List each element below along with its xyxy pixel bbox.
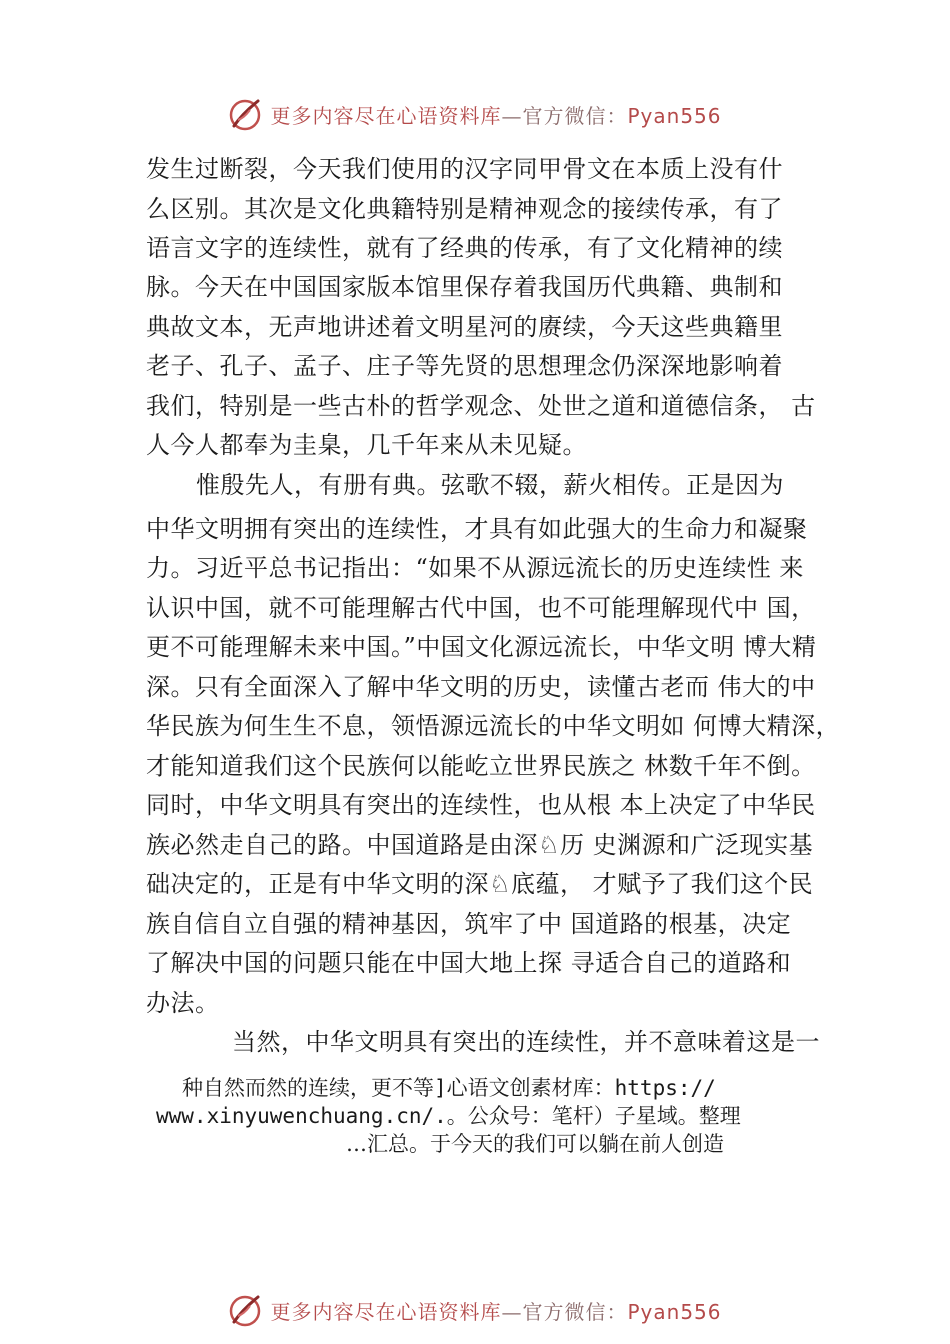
watermark-text: 更多内容尽在心语资料库 [270, 1299, 502, 1324]
paragraph-start: 当然，中华文明具有突出的连续性，并不意味着这是一 [232, 1028, 820, 1056]
paragraph-start: 惟殷先人，有册有典。弦歌不辍，薪火相传。正是因为 [196, 471, 784, 499]
body-line: 人今人都奉为圭臬，几千年来从未见疑。 [146, 431, 587, 459]
watermark-wechat-label: 官方微信： [522, 103, 628, 128]
body-line: 么区别。其次是文化典籍特别是精神观念的接续传承，有了 [146, 195, 783, 223]
body-line: 族自信自立自强的精神基因，筑牢了中 国道路的根基，决定 [146, 910, 792, 938]
body-line: 华民族为何生生不息，领悟源远流长的中华文明如 何博大精深， [146, 712, 841, 740]
watermark-text: 更多内容尽在心语资料库 [270, 103, 502, 128]
bottom-watermark [0, 1290, 950, 1330]
body-line: 办法。 [146, 989, 220, 1017]
tail-line: 种自然而然的连续，更不等]心语文创素材库：https:// [182, 1076, 716, 1100]
body-line: 更不可能理解未来中国。”中国文化源远流长，中华文明 博大精 [146, 633, 817, 661]
tail-line: www.xinyuwenchuang.cn/.。公众号：笔杆）子星域。整理 [156, 1104, 741, 1128]
top-watermark [0, 94, 950, 134]
watermark-dash: — [501, 1299, 523, 1324]
body-line: 中华文明拥有突出的连续性，才具有如此强大的生命力和凝聚 [146, 515, 808, 543]
body-line: 发生过断裂，今天我们使用的汉字同甲骨文在本质上没有什 [146, 155, 783, 183]
watermark-wechat-label: 官方微信： [522, 1299, 628, 1324]
body-line: 语言文字的连续性，就有了经典的传承，有了文化精神的续 [146, 234, 783, 262]
body-line: 深。只有全面深入了解中华文明的历史，读懂古老而 伟大的中 [146, 673, 816, 701]
body-line: 脉。今天在中国国家版本馆里保存着我国历代典籍、典制和 [146, 273, 783, 301]
body-line: 典故文本，无声地讲述着文明星河的赓续，今天这些典籍里 [146, 313, 783, 341]
body-line: 才能知道我们这个民族何以能屹立世界民族之 林数千年不倒。 [146, 752, 816, 780]
body-line: 力。习近平总书记指出：“如果不从源远流长的历史连续性 来 [146, 554, 804, 582]
body-line: 认识中国，就不可能理解古代中国，也不可能理解现代中 国， [146, 594, 816, 622]
body-line: 我们，特别是一些古朴的哲学观念、处世之道和道德信条， 古 [146, 392, 816, 420]
brush-logo-icon [228, 96, 264, 132]
tail-line: …汇总。于今天的我们可以躺在前人创造 [346, 1132, 724, 1156]
brush-logo-icon [228, 1292, 264, 1328]
watermark-dash: — [501, 103, 523, 128]
body-line: 了解决中国的问题只能在中国大地上探 寻适合自己的道路和 [146, 949, 792, 977]
watermark-wechat-id: Pyan556 [627, 103, 722, 128]
body-line: 础决定的，正是有中华文明的深♘底蕴， 才赋予了我们这个民 [146, 870, 814, 898]
watermark-wechat-id: Pyan556 [627, 1299, 722, 1324]
body-line: 老子、孔子、孟子、庄子等先贤的思想理念仍深深地影响着 [146, 352, 783, 380]
body-line: 族必然走自己的路。中国道路是由深♘历 史渊源和广泛现实基 [146, 831, 814, 859]
body-line: 同时，中华文明具有突出的连续性，也从根 本上决定了中华民 [146, 791, 816, 819]
